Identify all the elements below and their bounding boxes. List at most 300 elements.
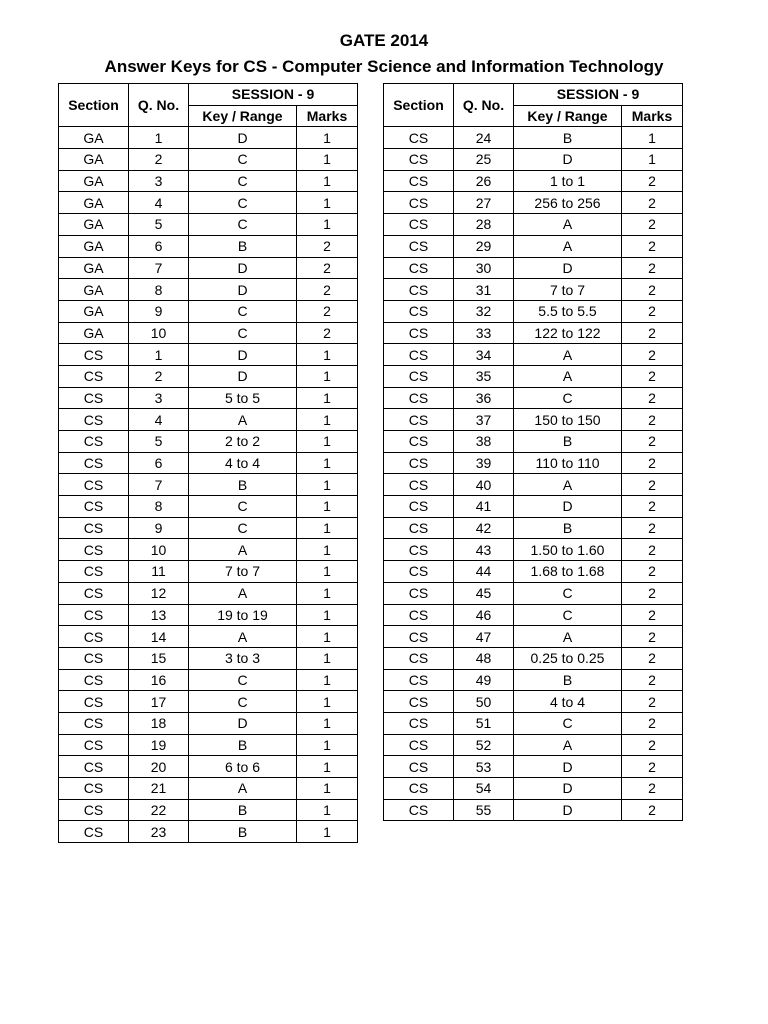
cell-section: CS [59,561,129,583]
cell-key-range: 7 to 7 [189,561,297,583]
cell-qno: 18 [129,712,189,734]
header-key-range: Key / Range [189,105,297,127]
page-title: GATE 2014 [339,31,429,50]
answer-key-body-right [384,127,683,821]
cell-qno: 12 [129,582,189,604]
cell-qno: 49 [454,669,514,691]
table-row [59,149,358,171]
cell-qno: 36 [454,387,514,409]
cell-key-range: B [514,517,622,539]
table-row [59,582,358,604]
cell-section: CS [384,431,454,453]
cell-section: CS [384,496,454,518]
cell-section: CS [384,561,454,583]
table-row [59,235,358,257]
table-row [384,235,683,257]
cell-marks: 1 [297,734,358,756]
header-qno: Q. No. [454,84,514,127]
cell-key-range: A [514,344,622,366]
cell-qno: 46 [454,604,514,626]
cell-qno: 54 [454,778,514,800]
cell-marks: 1 [297,756,358,778]
cell-marks: 1 [297,149,358,171]
table-row [59,669,358,691]
cell-marks: 1 [297,127,358,149]
cell-qno: 6 [129,235,189,257]
answer-key-table-right [383,83,683,821]
cell-section: CS [59,387,129,409]
table-row [384,561,683,583]
cell-qno: 6 [129,452,189,474]
table-row [59,365,358,387]
cell-section: CS [384,170,454,192]
cell-section: CS [384,539,454,561]
cell-marks: 1 [297,452,358,474]
cell-marks: 2 [622,712,683,734]
table-row [384,365,683,387]
cell-section: GA [59,300,129,322]
cell-section: CS [384,344,454,366]
cell-key-range: 4 to 4 [514,691,622,713]
table-row [384,669,683,691]
cell-qno: 52 [454,734,514,756]
cell-marks: 2 [622,300,683,322]
cell-marks: 1 [297,561,358,583]
cell-marks: 1 [297,170,358,192]
cell-key-range: D [514,149,622,171]
answer-key-table-left [58,83,358,843]
cell-key-range: 122 to 122 [514,322,622,344]
cell-qno: 4 [129,409,189,431]
cell-section: GA [59,214,129,236]
cell-section: CS [59,691,129,713]
cell-section: CS [59,734,129,756]
cell-marks: 1 [297,387,358,409]
cell-section: GA [59,235,129,257]
cell-section: CS [59,756,129,778]
cell-marks: 2 [622,517,683,539]
cell-qno: 38 [454,431,514,453]
cell-marks: 2 [622,734,683,756]
table-row [59,561,358,583]
cell-section: GA [59,149,129,171]
cell-marks: 2 [622,582,683,604]
cell-qno: 45 [454,582,514,604]
header-qno: Q. No. [129,84,189,127]
cell-marks: 2 [622,387,683,409]
cell-qno: 11 [129,561,189,583]
cell-qno: 35 [454,365,514,387]
cell-qno: 24 [454,127,514,149]
cell-key-range: B [189,235,297,257]
cell-section: CS [384,734,454,756]
cell-section: CS [384,300,454,322]
cell-qno: 4 [129,192,189,214]
cell-key-range: C [514,582,622,604]
table-row [59,431,358,453]
table-row [59,474,358,496]
cell-section: CS [384,127,454,149]
cell-qno: 21 [129,778,189,800]
cell-qno: 3 [129,170,189,192]
cell-key-range: 4 to 4 [189,452,297,474]
cell-qno: 37 [454,409,514,431]
cell-marks: 1 [297,517,358,539]
cell-qno: 7 [129,474,189,496]
cell-qno: 5 [129,431,189,453]
cell-qno: 2 [129,365,189,387]
cell-qno: 9 [129,517,189,539]
table-row [59,214,358,236]
cell-marks: 1 [297,344,358,366]
cell-key-range: 6 to 6 [189,756,297,778]
table-row [384,452,683,474]
cell-key-range: 19 to 19 [189,604,297,626]
cell-qno: 30 [454,257,514,279]
cell-section: CS [384,452,454,474]
header-marks: Marks [297,105,358,127]
table-row [384,170,683,192]
cell-key-range: D [514,756,622,778]
cell-key-range: D [189,127,297,149]
cell-marks: 1 [297,778,358,800]
cell-section: CS [384,626,454,648]
table-row [384,496,683,518]
table-row [384,474,683,496]
cell-marks: 1 [297,626,358,648]
cell-key-range: A [189,409,297,431]
cell-section: CS [59,778,129,800]
cell-qno: 14 [129,626,189,648]
cell-key-range: 1 to 1 [514,170,622,192]
table-row [59,778,358,800]
table-row [384,604,683,626]
cell-qno: 8 [129,279,189,301]
cell-section: CS [59,626,129,648]
cell-key-range: A [189,582,297,604]
page-subtitle: Answer Keys for CS - Computer Science and Information Technology [104,57,664,76]
table-row [384,322,683,344]
cell-marks: 2 [622,626,683,648]
cell-key-range: A [514,365,622,387]
header-section: Section [384,84,454,127]
table-row [59,452,358,474]
cell-section: GA [59,170,129,192]
cell-marks: 1 [297,604,358,626]
cell-marks: 2 [622,691,683,713]
cell-section: CS [384,778,454,800]
table-row [384,344,683,366]
cell-qno: 23 [129,821,189,843]
cell-key-range: B [514,431,622,453]
cell-key-range: 7 to 7 [514,279,622,301]
cell-marks: 1 [297,474,358,496]
cell-marks: 1 [297,669,358,691]
cell-marks: 2 [622,604,683,626]
cell-key-range: 5 to 5 [189,387,297,409]
cell-section: CS [384,387,454,409]
cell-qno: 42 [454,517,514,539]
table-row [384,647,683,669]
table-row [384,691,683,713]
cell-marks: 1 [297,496,358,518]
cell-key-range: D [189,365,297,387]
cell-qno: 1 [129,127,189,149]
cell-marks: 2 [297,300,358,322]
table-row [59,691,358,713]
table-row [384,626,683,648]
cell-key-range: A [189,778,297,800]
table-row [59,734,358,756]
cell-marks: 2 [622,756,683,778]
cell-qno: 31 [454,279,514,301]
header-key-range: Key / Range [514,105,622,127]
cell-marks: 2 [622,452,683,474]
cell-key-range: B [189,474,297,496]
table-row [384,778,683,800]
cell-qno: 34 [454,344,514,366]
header-marks: Marks [622,105,683,127]
cell-qno: 13 [129,604,189,626]
cell-qno: 29 [454,235,514,257]
cell-section: CS [59,409,129,431]
table-row [384,756,683,778]
cell-section: CS [384,517,454,539]
cell-qno: 25 [454,149,514,171]
cell-marks: 2 [622,409,683,431]
cell-marks: 2 [622,561,683,583]
cell-qno: 43 [454,539,514,561]
table-row [59,170,358,192]
cell-qno: 8 [129,496,189,518]
cell-section: GA [59,127,129,149]
cell-qno: 20 [129,756,189,778]
cell-marks: 2 [622,214,683,236]
cell-marks: 1 [622,149,683,171]
cell-section: CS [384,647,454,669]
cell-qno: 10 [129,322,189,344]
cell-marks: 1 [297,409,358,431]
cell-qno: 39 [454,452,514,474]
table-row [384,127,683,149]
cell-qno: 16 [129,669,189,691]
cell-marks: 1 [297,214,358,236]
cell-section: CS [384,214,454,236]
cell-marks: 2 [297,322,358,344]
cell-section: CS [384,279,454,301]
cell-qno: 55 [454,799,514,821]
cell-key-range: A [514,474,622,496]
cell-marks: 2 [297,235,358,257]
cell-key-range: D [514,257,622,279]
cell-marks: 2 [622,669,683,691]
cell-section: CS [59,582,129,604]
cell-key-range: A [514,626,622,648]
cell-marks: 2 [622,431,683,453]
cell-marks: 2 [622,647,683,669]
cell-key-range: A [514,734,622,756]
cell-key-range: D [189,344,297,366]
cell-section: CS [384,235,454,257]
table-row [59,257,358,279]
cell-section: CS [59,431,129,453]
cell-section: CS [59,669,129,691]
cell-qno: 53 [454,756,514,778]
cell-marks: 2 [622,279,683,301]
table-row [59,626,358,648]
cell-section: CS [384,365,454,387]
table-row [384,734,683,756]
cell-section: CS [384,604,454,626]
cell-marks: 2 [622,322,683,344]
table-row [384,387,683,409]
cell-qno: 28 [454,214,514,236]
cell-qno: 15 [129,647,189,669]
cell-qno: 19 [129,734,189,756]
cell-section: CS [59,647,129,669]
table-row [384,431,683,453]
table-row [384,300,683,322]
cell-key-range: A [514,214,622,236]
cell-key-range: D [189,257,297,279]
cell-section: GA [59,192,129,214]
table-row [59,712,358,734]
cell-marks: 1 [297,691,358,713]
cell-section: GA [59,257,129,279]
cell-key-range: B [189,821,297,843]
cell-key-range: A [514,235,622,257]
cell-qno: 2 [129,149,189,171]
cell-marks: 2 [622,344,683,366]
cell-section: GA [59,322,129,344]
cell-section: CS [384,799,454,821]
cell-marks: 2 [622,365,683,387]
cell-qno: 9 [129,300,189,322]
cell-marks: 1 [297,582,358,604]
cell-key-range: D [189,279,297,301]
cell-key-range: D [514,778,622,800]
table-row [59,647,358,669]
cell-marks: 2 [622,235,683,257]
cell-section: CS [384,409,454,431]
cell-key-range: 150 to 150 [514,409,622,431]
cell-qno: 22 [129,799,189,821]
table-row [59,799,358,821]
cell-key-range: B [514,127,622,149]
cell-marks: 1 [622,127,683,149]
cell-marks: 1 [297,431,358,453]
cell-key-range: B [189,734,297,756]
header-session: SESSION - 9 [189,84,358,106]
table-row [59,279,358,301]
table-row [59,192,358,214]
cell-marks: 1 [297,192,358,214]
cell-qno: 10 [129,539,189,561]
cell-section: CS [384,582,454,604]
cell-key-range: C [189,322,297,344]
cell-key-range: C [189,192,297,214]
cell-qno: 50 [454,691,514,713]
cell-key-range: C [514,712,622,734]
cell-section: CS [59,712,129,734]
cell-key-range: B [189,799,297,821]
table-row [59,127,358,149]
header-section: Section [59,84,129,127]
cell-key-range: D [514,496,622,518]
cell-qno: 27 [454,192,514,214]
cell-key-range: C [514,387,622,409]
cell-section: CS [384,756,454,778]
cell-marks: 1 [297,821,358,843]
cell-key-range: C [514,604,622,626]
cell-section: CS [59,474,129,496]
answer-key-body-left [59,127,358,843]
cell-section: CS [384,192,454,214]
cell-marks: 2 [622,257,683,279]
cell-marks: 2 [622,192,683,214]
cell-key-range: 2 to 2 [189,431,297,453]
cell-marks: 2 [297,279,358,301]
cell-marks: 2 [622,170,683,192]
cell-marks: 2 [622,474,683,496]
cell-key-range: A [189,626,297,648]
cell-key-range: 5.5 to 5.5 [514,300,622,322]
cell-qno: 26 [454,170,514,192]
cell-qno: 17 [129,691,189,713]
cell-marks: 1 [297,647,358,669]
cell-key-range: C [189,669,297,691]
cell-section: CS [384,712,454,734]
table-row [384,149,683,171]
table-row [384,257,683,279]
cell-key-range: B [514,669,622,691]
cell-marks: 1 [297,712,358,734]
cell-qno: 3 [129,387,189,409]
cell-section: CS [384,257,454,279]
table-row [59,344,358,366]
cell-section: CS [59,821,129,843]
table-row [59,821,358,843]
table-row [59,604,358,626]
cell-qno: 7 [129,257,189,279]
cell-qno: 1 [129,344,189,366]
cell-section: CS [59,344,129,366]
table-row [384,712,683,734]
table-row [384,539,683,561]
cell-qno: 40 [454,474,514,496]
cell-marks: 1 [297,539,358,561]
table-row [59,300,358,322]
table-row [384,192,683,214]
cell-marks: 2 [622,496,683,518]
cell-key-range: 3 to 3 [189,647,297,669]
cell-section: CS [59,496,129,518]
cell-key-range: D [189,712,297,734]
cell-key-range: D [514,799,622,821]
cell-key-range: C [189,170,297,192]
table-row [384,799,683,821]
cell-section: CS [59,517,129,539]
cell-qno: 48 [454,647,514,669]
cell-qno: 44 [454,561,514,583]
cell-marks: 2 [622,778,683,800]
cell-key-range: C [189,691,297,713]
cell-section: CS [59,365,129,387]
cell-qno: 32 [454,300,514,322]
table-row [59,517,358,539]
cell-section: CS [59,539,129,561]
cell-marks: 1 [297,799,358,821]
